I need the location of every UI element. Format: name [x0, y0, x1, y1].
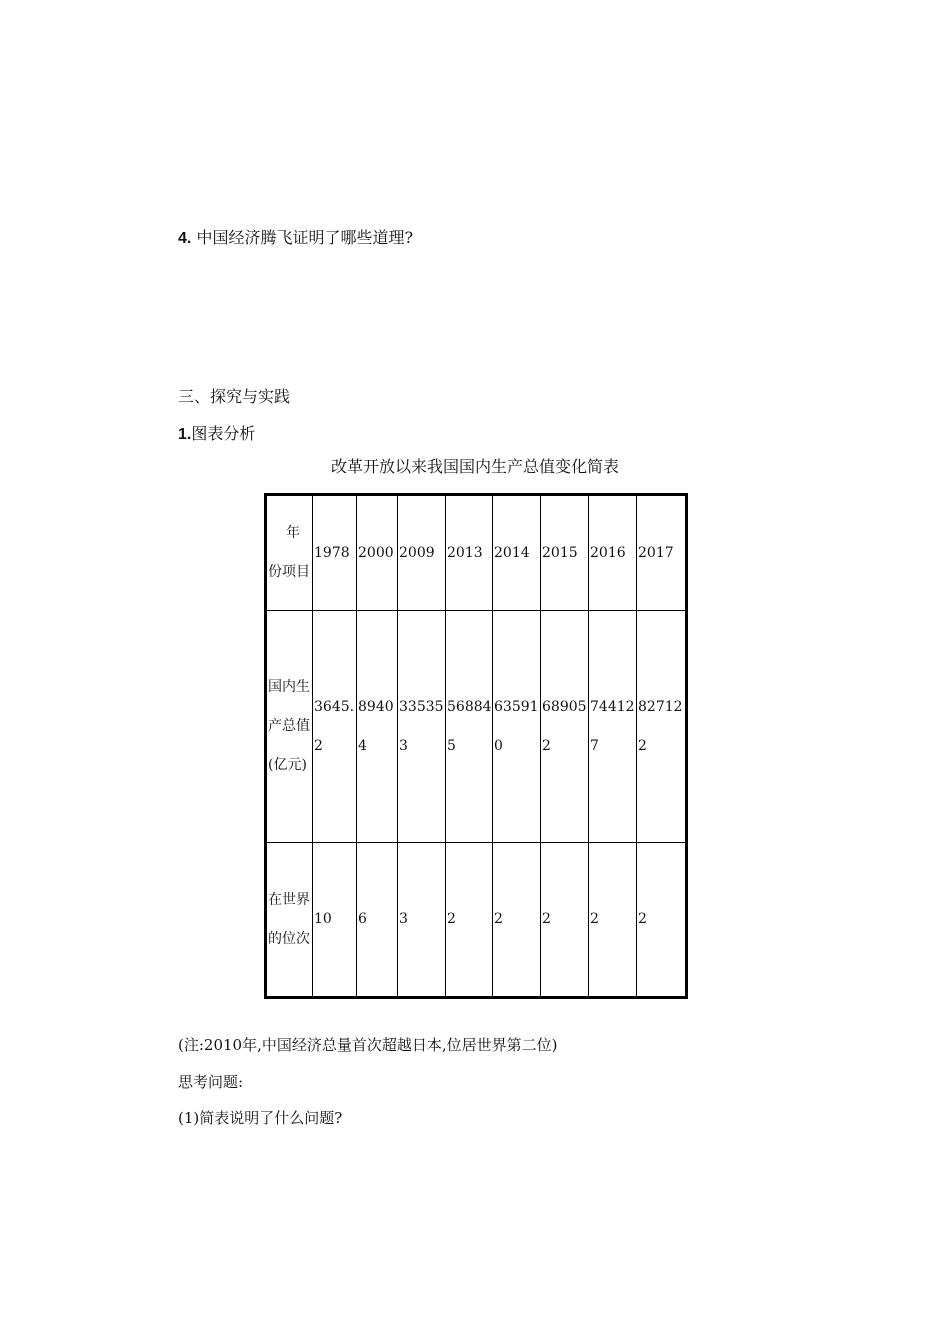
gdp-value-cell: 89404: [357, 611, 398, 843]
corner-year-label: 年: [286, 525, 300, 541]
question-1: (1)简表说明了什么问题?: [178, 1109, 343, 1127]
gdp-value-cell: 568845: [446, 611, 493, 843]
year-cell: 2017: [637, 495, 687, 611]
gdp-value-cell: 827122: [637, 611, 687, 843]
rank-value-cell: 2: [493, 843, 541, 998]
gdp-value-cell: 3645.2: [313, 611, 357, 843]
year-cell: 2016: [589, 495, 637, 611]
year-cell: 2009: [398, 495, 446, 611]
table-header-row: [266, 495, 687, 611]
gdp-table: [264, 493, 688, 999]
section-heading: 三、探究与实践: [178, 387, 291, 406]
gdp-row-label: 国内生产总值(亿元): [266, 611, 313, 843]
year-cell: 2015: [541, 495, 589, 611]
table-note: (注:2010年,中国经济总量首次超越日本,位居世界第二位): [178, 1036, 558, 1054]
rank-value-cell: 2: [589, 843, 637, 998]
table-row-rank: [266, 843, 687, 998]
year-cell: 2013: [446, 495, 493, 611]
rank-value-cell: 10: [313, 843, 357, 998]
rank-value-cell: 2: [541, 843, 589, 998]
table-row-gdp: [266, 611, 687, 843]
rank-value-cell: 3: [398, 843, 446, 998]
subsection-number: 1.: [178, 426, 192, 443]
subsection-title: [178, 424, 255, 445]
year-cell: 1978: [313, 495, 357, 611]
year-cell: 2000: [357, 495, 398, 611]
gdp-value-cell: 335353: [398, 611, 446, 843]
rank-value-cell: 2: [446, 843, 493, 998]
corner-item-label: 份项目: [268, 564, 310, 580]
think-heading: 思考问题:: [178, 1073, 244, 1091]
rank-value-cell: 2: [637, 843, 687, 998]
rank-value-cell: 6: [357, 843, 398, 998]
table-title: 改革开放以来我国国内生产总值变化简表: [330, 457, 619, 476]
question-4-text: 中国经济腾飞证明了哪些道理?: [196, 228, 414, 247]
gdp-value-cell: 689052: [541, 611, 589, 843]
subsection-text: 图表分析: [191, 424, 256, 443]
gdp-value-cell: 635910: [493, 611, 541, 843]
gdp-value-cell: 744127: [589, 611, 637, 843]
year-cell: 2014: [493, 495, 541, 611]
corner-cell: [266, 495, 313, 611]
question-4-number: 4.: [178, 230, 192, 247]
rank-row-label: 在世界的位次: [266, 843, 313, 998]
question-4: [178, 228, 413, 249]
